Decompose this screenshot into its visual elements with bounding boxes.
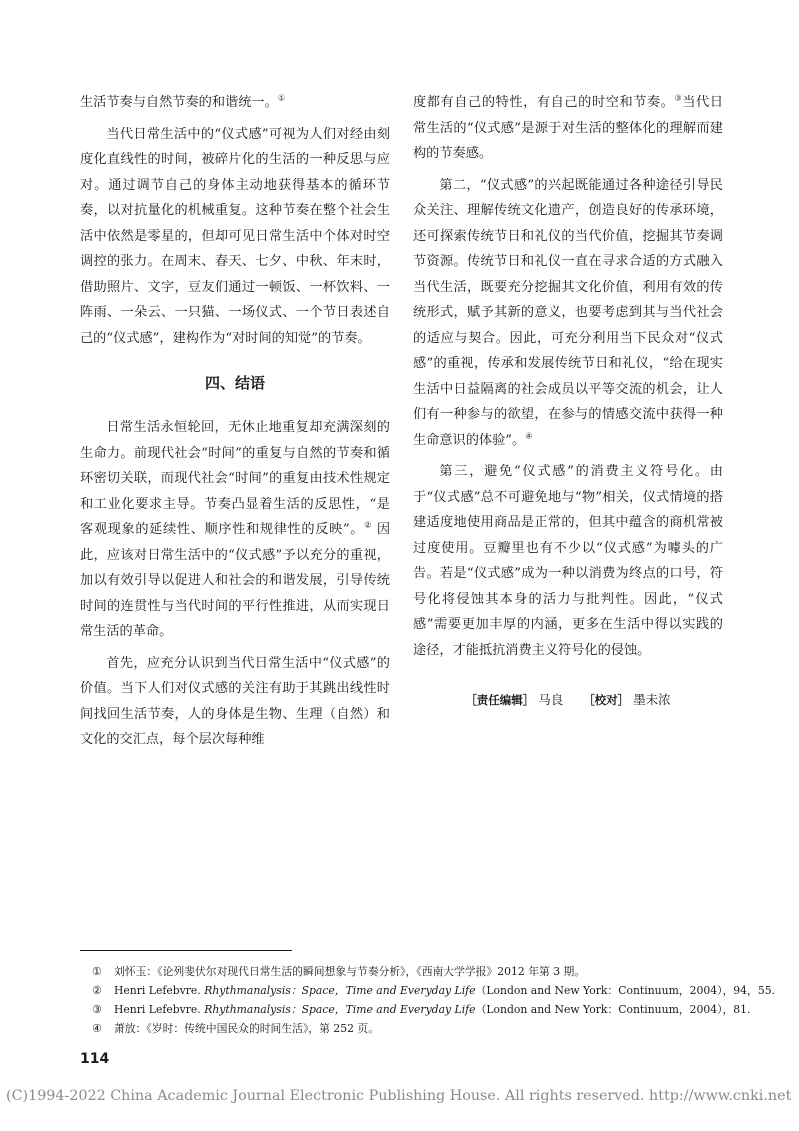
editor-credits [413,690,723,710]
section-heading: 四、结语 [204,374,265,392]
paragraph: 度都有自己的特性，有自己的时空和节奏。③当代日常生活的“仪式感”是源于对生活的整体化的理解而建构的节奏感。 [413,93,724,161]
paragraph: 第三，避免“仪式感”的消费主义符号化。由于“仪式感”总不可避免地与“物”相关，仪式情境的搭建适度地使用商品是正常的，但其中蕴含的商机常被过度使用。豆瓣里也有不少以“仪式感”为噱头的广告。若是“仪式感”成为一种以消费为终点的口号，符号化将侵蚀其本身的活力与批判性。因此，“仪式感”需要更加丰厚的内涵，更多在生活中得以实践的途径，才能抵抗消费主义符号化的侵蚀。 [413,464,723,658]
footnote-ref[interactable]: ① [277,93,285,103]
paragraph: 第二，“仪式感”的兴起既能通过各种途径引导民众关注、理解传统文化遗产，创造良好的传承环境，还可探索传统节日和礼仪的当代价值，挖掘其节奏调节资源。传统节日和礼仪一直在寻求合适的方式融入当代生活，既要充分挖掘其文化价值，利用有效的传统形式，赋予其新的意义，也要考虑到其与当代社会的适应与契合。因此，可充分利用当下民众对“仪式感”的重视，传承和发展传统节日和礼仪，“给在现实生活中日益隔离的社会成员以平等交流的机会，让人们有一种参与的欲望，在参与的情感交流中获得一种生命意识的体验”。④ [413,177,723,448]
copyright-notice: (C)1994-2022 China Academic Journal Electronic Publishing House. All rights reserved. http://www.cnki.net [6,1088,792,1104]
paragraph: 当代日常生活中的“仪式感”可视为人们对经由刻度化直线性的时间，被碎片化的生活的一种反思与应对。通过调节自己的身体主动地获得基本的循环节奏，以对抗量化的机械重复。这种节奏在整个社会生活中依然是零星的，但却可见日常生活中个体对时空调控的张力。在周末、春天、七夕、中秋、年末时，借助照片、文字，豆友们通过一顿饭、一杯饮料、一阵雨、一朵云、一只猫、一场仪式、一个节日表述自己的“仪式感”，建构作为“对时间的知觉”的节奏。 [80,126,390,346]
footnote: ① 刘怀玉：《论列斐伏尔对现代日常生活的瞬间想象与节奏分析》，《西南大学学报》2012 年第 3 期。 [92,965,586,978]
paragraph: 日常生活永恒轮回，无休止地重复却充满深刻的生命力。前现代社会“时间”的重复与自然的节奏和循环密切关联，而现代社会“时间”的重复由技术性规定和工业化要求主导。节奏凸显着生活的反思性，“是客观现象的延续性、顺序性和规律性的反映”。② 因此，应该对日常生活中的“仪式感”予以充分的重视，加以有效引导以促进人和社会的和谐发展，引导传统时间的连贯性与当代时间的平行性推进，从而实现日常生活的革命。 [80,420,390,639]
footnote: ② Henri Lefebvre. Rhythmanalysis：Space，Time and Everyday Life（London and New York：Continuum，2004），94，55. [92,984,775,997]
footnote-divider [80,950,292,951]
proofreader-name: 墨未浓 [633,692,671,707]
paragraph: 生活节奏与自然节奏的和谐统一。① [80,93,285,110]
proofreader-tag: ［校对］ [583,693,630,707]
page-number: 114 [80,1051,110,1067]
footnote-ref[interactable]: ③ [674,93,683,103]
left-column [80,90,390,753]
editor-name: 马良 [538,692,564,707]
footnote-ref[interactable]: ④ [525,431,533,441]
paragraph: 首先，应充分认识到当代日常生活中“仪式感”的价值。当下人们对仪式感的关注有助于其跳出线性时间找回生活节奏，人的身体是生物、生理（自然）和文化的交汇点，每个层次每种维 [80,655,390,747]
footnotes [92,962,775,1038]
right-column [413,90,723,663]
footnote: ④ 萧放：《岁时：传统中国民众的时间生活》，第 252 页。 [92,1022,379,1035]
footnote-ref[interactable]: ② [364,520,372,530]
editor-tag: ［责任编辑］ [465,693,535,707]
footnote: ③ Henri Lefebvre. Rhythmanalysis：Space，Time and Everyday Life（London and New York：Continuum，2004），81. [92,1003,751,1016]
